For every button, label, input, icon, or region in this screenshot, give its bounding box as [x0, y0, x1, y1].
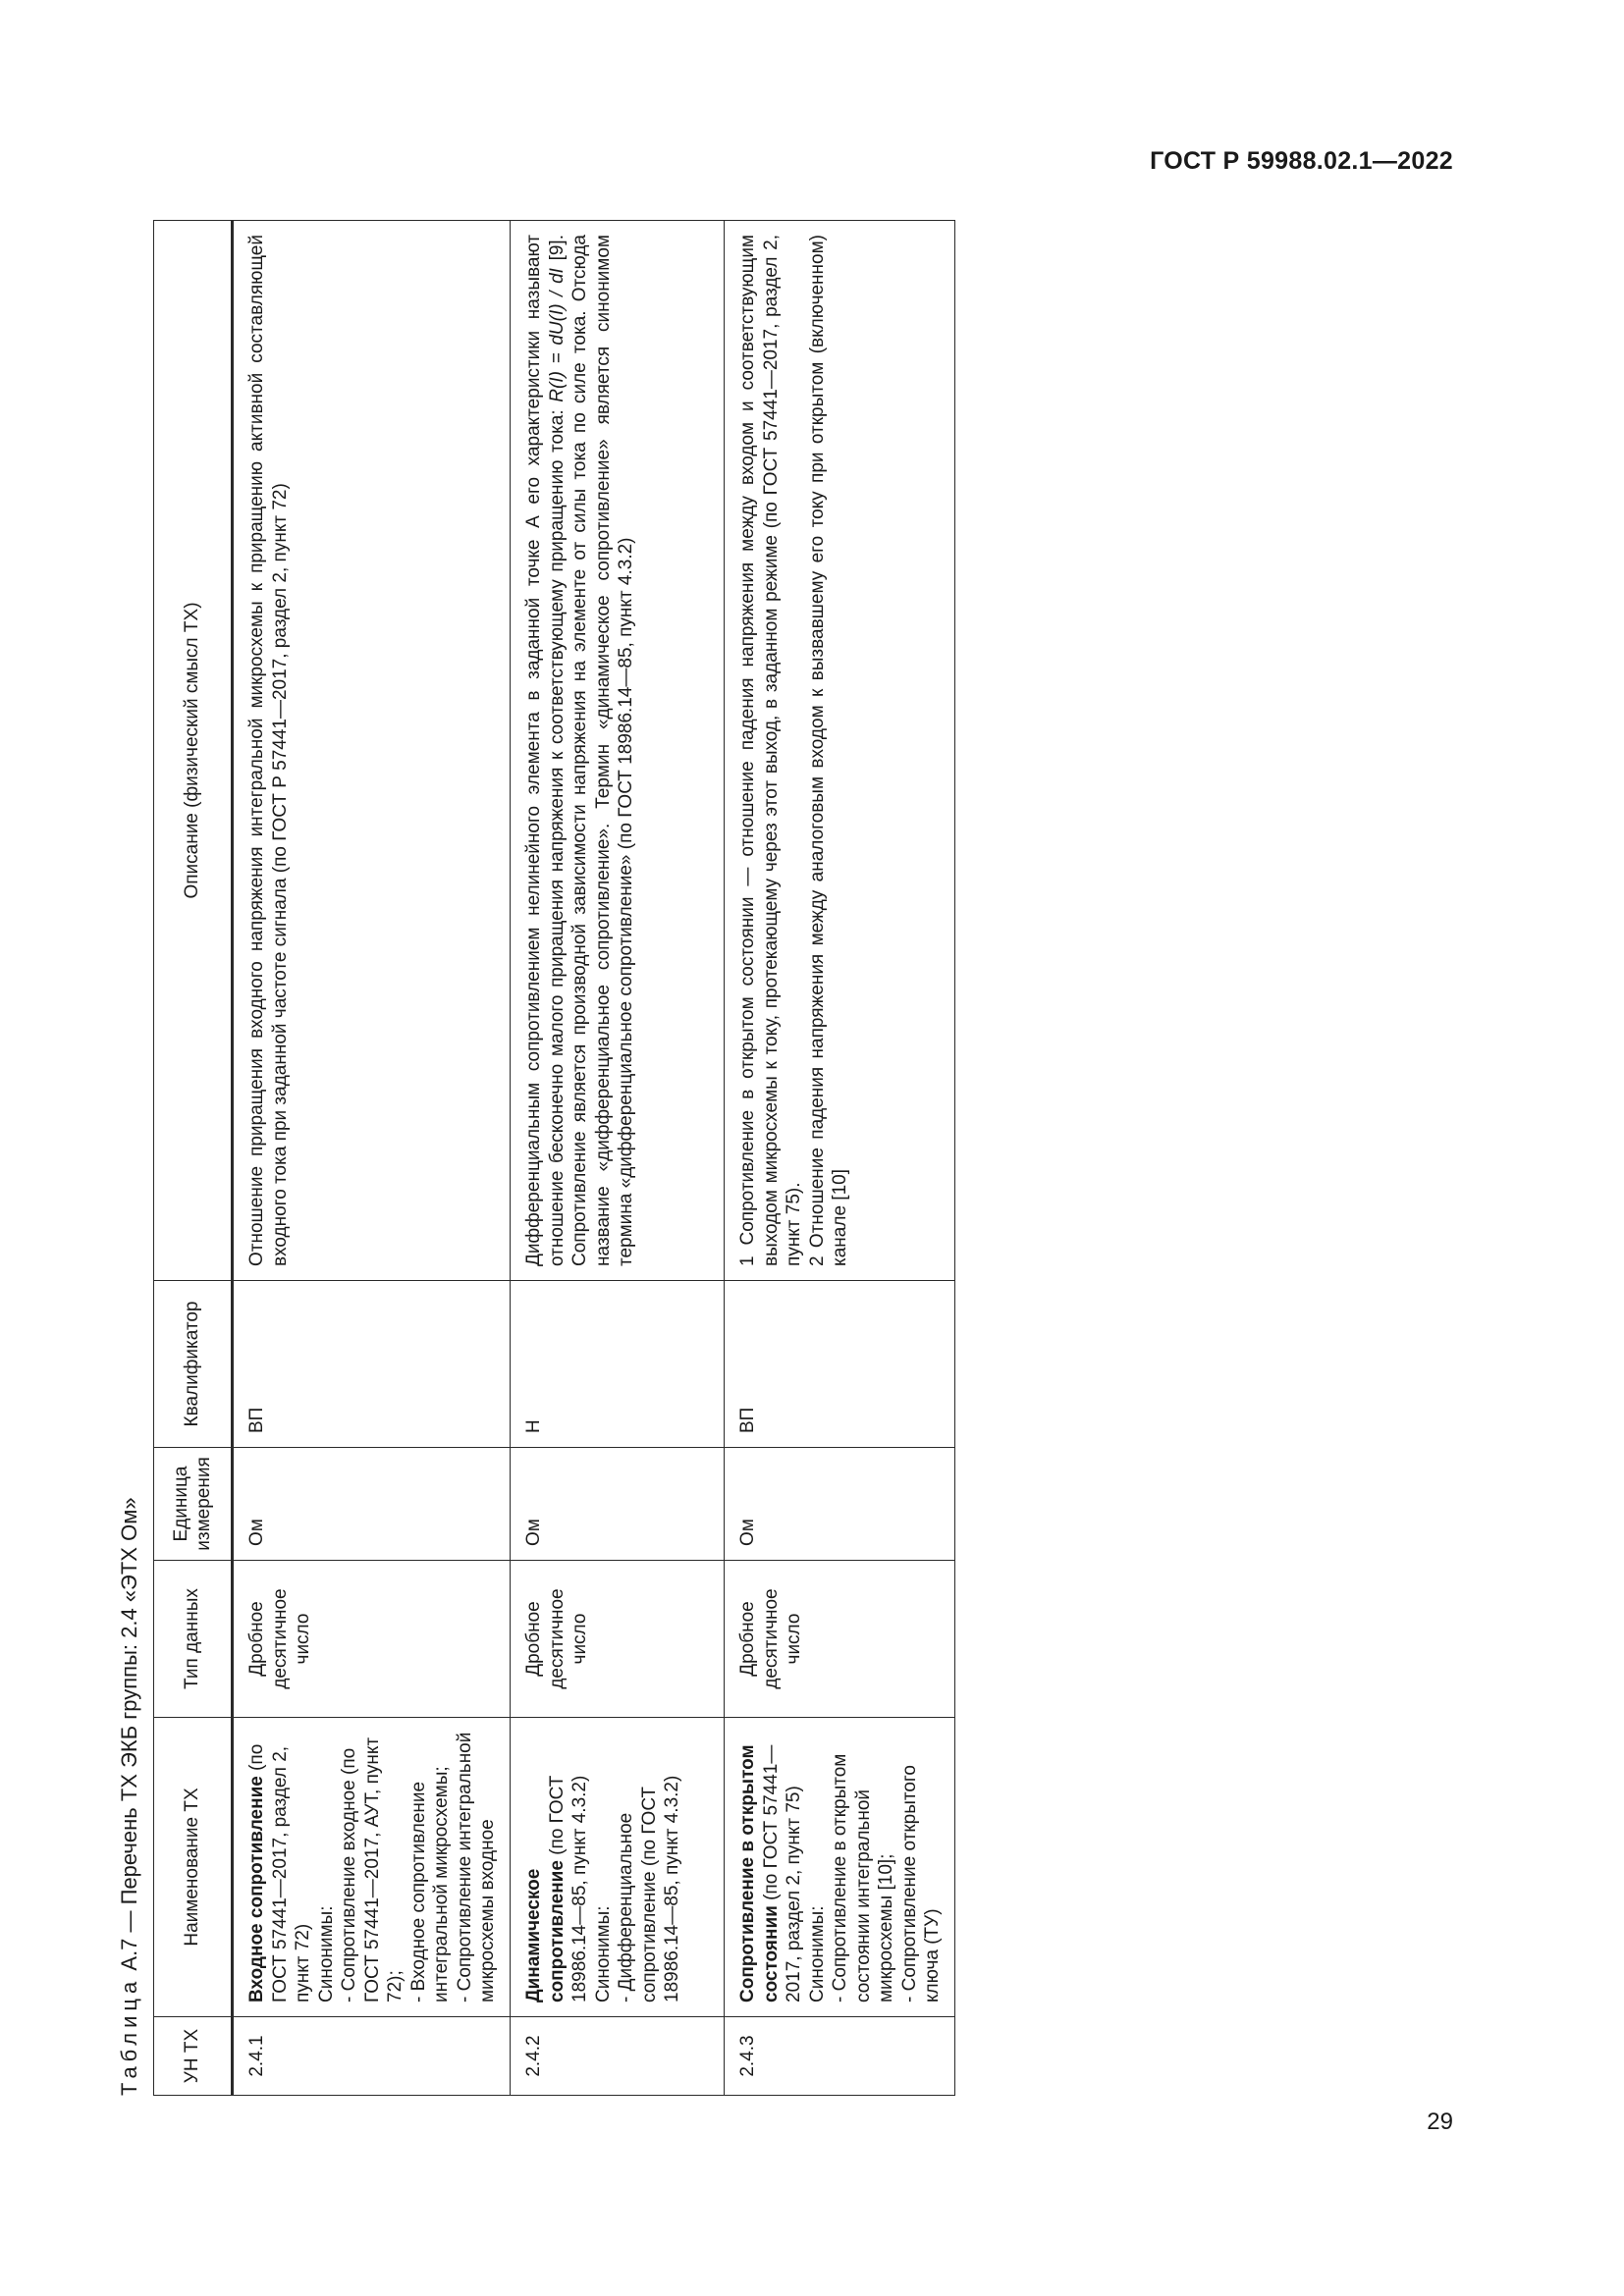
row-synonym: - Сопротивление входное (по ГОСТ 57441—2017, АУТ, пункт 72);	[339, 1736, 406, 2002]
row-synonyms-label: Синонимы:	[806, 1905, 828, 2002]
row-qualifier: ВП	[233, 1281, 511, 1448]
col-header-qualifier: Квалификатор	[154, 1281, 233, 1448]
table-header-row	[154, 221, 233, 2096]
col-header-type: Тип данных	[154, 1561, 233, 1718]
row-code: 2.4.2	[511, 2017, 725, 2096]
row-code: 2.4.1	[233, 2017, 511, 2096]
table-row	[511, 221, 725, 2096]
row-name-ref: (по ГОСТ 18986.14—85, пункт 4.3.2)	[546, 1775, 590, 2002]
characteristics-table	[153, 220, 955, 2096]
row-synonym: - Дифференциальное сопротивление (по ГОСТ 18986.14—85, пункт 4.3.2)	[616, 1775, 682, 2002]
table-caption-text: А.7 — Перечень ТХ ЭКБ группы: 2.4 «ЭТХ Ом»	[117, 1497, 141, 1971]
col-header-description: Описание (физический смысл ТХ)	[154, 221, 233, 1281]
row-synonym: - Сопротивление интегральной микросхемы входное	[454, 1732, 498, 2002]
row-description-text: Отношение приращения входного напряжения интегральной микросхемы к приращению активной составляющей входного тока при заданной частоте сигнала (по ГОСТ Р 57441—2017, раздел 2, пункт 72)	[246, 235, 291, 1266]
table-row	[233, 221, 511, 2096]
row-description-text: Дифференциальным сопротивлением нелинейного элемента в заданной точке А его характеристики называют отношение бесконечно малого приращения напряжения к соответствующему приращению тока:	[523, 235, 568, 1266]
row-name	[511, 1718, 725, 2017]
row-description-formula: R(I) = dU(I) / dI	[546, 268, 568, 402]
row-name	[233, 1718, 511, 2017]
row-description	[511, 221, 725, 1281]
table-row	[725, 221, 955, 2096]
row-synonyms-label: Синонимы:	[315, 1905, 337, 2002]
row-synonym: - Входное сопротивление интегральной микросхемы;	[407, 1766, 452, 2002]
row-synonym: - Сопротивление открытого ключа (ТУ)	[898, 1765, 943, 2002]
row-description-text: [9]. Сопротивление является производной зависимости напряжения на элементе от силы тока по силе тока. Отсюда название «дифференциальное сопротивление». Термин «динамическое сопротивление» является синонимом термина «дифференциальное сопротивление» (по ГОСТ 18986.14—85, пункт 4.3.2)	[546, 235, 636, 1266]
page-number: 29	[1427, 2109, 1453, 2135]
row-name-bold: Динамическое сопротивление	[523, 1860, 568, 2002]
row-name-bold: Сопротивление в открытом состоянии	[737, 1744, 782, 2002]
row-qualifier: Н	[511, 1281, 725, 1448]
row-unit: Ом	[725, 1448, 955, 1561]
row-description	[725, 221, 955, 1281]
row-name	[725, 1718, 955, 2017]
row-type: Дробное десятичное число	[725, 1561, 955, 1718]
row-synonym: - Сопротивление в открытом состоянии интегральной микросхемы [10];	[830, 1753, 896, 2002]
row-name-ref: (по ГОСТ 57441—2017, раздел 2, пункт 72)	[246, 1743, 313, 2002]
row-code: 2.4.3	[725, 2017, 955, 2096]
row-type: Дробное десятичное число	[511, 1561, 725, 1718]
row-qualifier: ВП	[725, 1281, 955, 1448]
row-unit: Ом	[233, 1448, 511, 1561]
col-header-name: Наименование ТХ	[154, 1718, 233, 2017]
table-caption-prefix: Таблица	[117, 1976, 141, 2096]
row-description-item: 2 Отношение падения напряжения между аналоговым входом к вызвавшему его току при открытом (включенном) канале [10]	[806, 235, 850, 1266]
col-header-unit: Единица измерения	[154, 1448, 233, 1561]
col-header-code: УН ТХ	[154, 2017, 233, 2096]
rotated-table-block	[108, 221, 1051, 2096]
row-name-ref: (по ГОСТ 57441—2017, раздел 2, пункт 75)	[760, 1744, 804, 2002]
row-unit: Ом	[511, 1448, 725, 1561]
row-type: Дробное десятичное число	[233, 1561, 511, 1718]
row-synonyms-label: Синонимы:	[592, 1905, 614, 2002]
row-description-item: 1 Сопротивление в открытом состоянии — отношение падения напряжения между входом и соответствующим выходом микросхемы к току, протекающему через этот выход, в заданном режиме (по ГОСТ 57441—2017, раздел 2, пункт 75).	[737, 235, 804, 1266]
table-caption	[108, 1497, 151, 2096]
document-header: ГОСТ Р 59988.02.1—2022	[1150, 147, 1453, 175]
row-description	[233, 221, 511, 1281]
row-name-bold: Входное сопротивление	[246, 1776, 267, 2002]
